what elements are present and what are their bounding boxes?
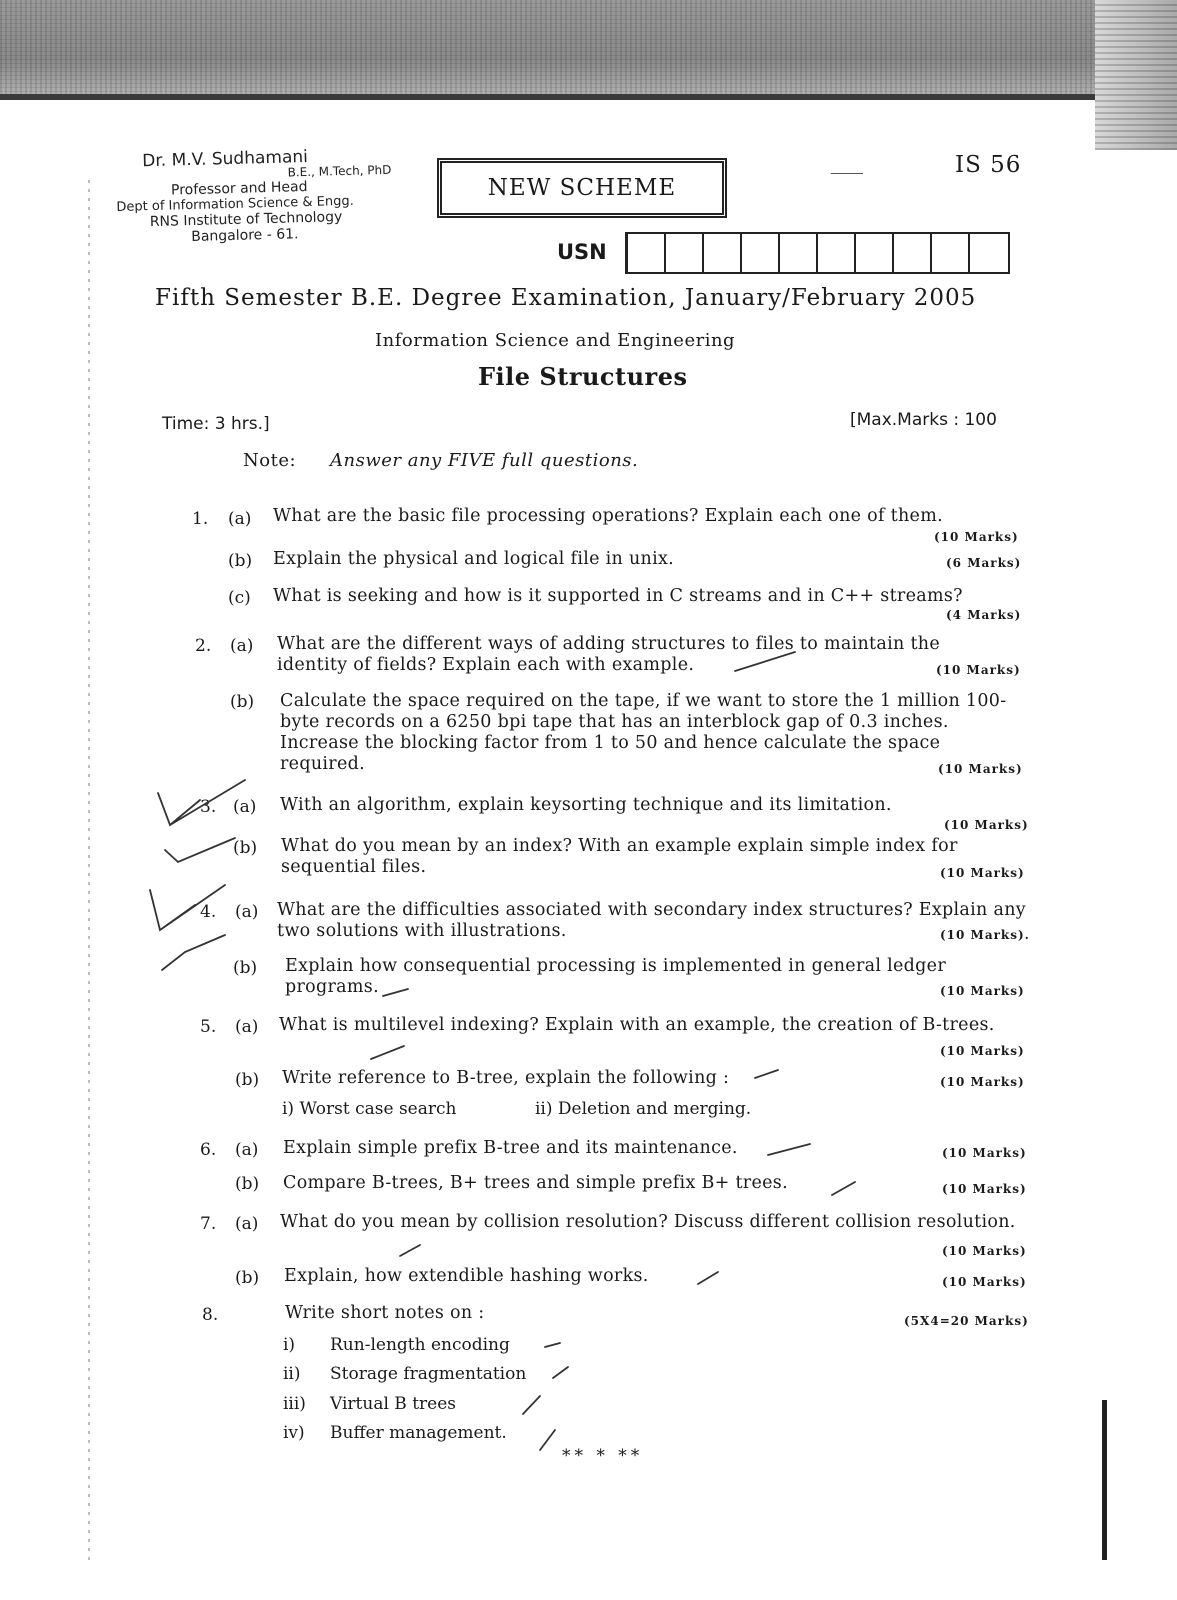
scan-edge-left <box>88 180 90 1560</box>
sub-item-number: iii) <box>283 1394 306 1414</box>
question-text: What do you mean by collision resolution? Discuss different collision resolution. <box>280 1212 1016 1232</box>
part-label: (a) <box>230 636 254 656</box>
part-label: (b) <box>235 1070 260 1090</box>
question-text: What is multilevel indexing? Explain with an example, the creation of B-trees. <box>279 1015 995 1035</box>
question-text: Calculate the space required on the tape, if we want to store the 1 million 100-byte records on a 6250 bpi tape that has an interblock gap of 0.3 inches. Increase the blocking factor from 1 to 50 and hence calculate the space required. <box>280 691 1007 774</box>
question-text: What do you mean by an index? With an example explain simple index for sequential files. <box>281 836 958 877</box>
usn-boxes <box>625 232 1010 274</box>
tick-mark-icon <box>371 1046 404 1059</box>
part-label: (b) <box>235 1268 260 1288</box>
marks-label: (10 Marks) <box>936 663 1021 677</box>
sub-item: Run-length encoding <box>330 1335 510 1355</box>
faculty-stamp <box>115 144 417 247</box>
question-text: Explain how consequential processing is implemented in general ledger programs. <box>285 956 946 997</box>
marks-label: (10 Marks) <box>940 1075 1025 1089</box>
question-text: What is seeking and how is it supported in C streams and in C++ streams? <box>273 586 963 606</box>
scan-edge-right <box>1102 1400 1107 1560</box>
note-text: Answer any FIVE full questions. <box>330 450 639 471</box>
stamp-department: Dept of Information Science & Engg. <box>116 193 354 215</box>
sub-item-number: iv) <box>283 1423 305 1443</box>
sub-item: Storage fragmentation <box>330 1364 527 1384</box>
stamp-position: Professor and Head <box>170 178 308 199</box>
tick-mark-icon <box>400 1245 420 1256</box>
part-label: (b) <box>235 1174 260 1194</box>
marks-label: (10 Marks) <box>940 866 1025 880</box>
marks-label: (10 Marks) <box>942 1182 1027 1196</box>
question-text: Explain simple prefix B-tree and its maintenance. <box>283 1138 738 1158</box>
sub-item-number: i) <box>283 1335 296 1355</box>
scheme-label: NEW SCHEME <box>487 175 677 201</box>
part-label: (a) <box>235 902 259 922</box>
sub-item-number: ii) <box>283 1364 301 1384</box>
usn-box <box>742 234 780 272</box>
question-number: 6. <box>200 1140 217 1160</box>
part-label: (a) <box>235 1017 259 1037</box>
tick-mark-icon <box>523 1396 540 1414</box>
subject-title: File Structures <box>478 362 688 391</box>
marks-label: (10 Marks) <box>944 818 1029 832</box>
tick-mark-icon <box>553 1367 568 1378</box>
question-text: Write short notes on : <box>285 1303 485 1323</box>
usn-box <box>818 234 856 272</box>
marks-label: (4 Marks) <box>946 608 1022 622</box>
tick-mark-icon <box>162 935 225 970</box>
sub-item: Buffer management. <box>330 1423 507 1443</box>
question-number: 1. <box>192 509 209 529</box>
question-number: 7. <box>200 1214 217 1234</box>
question-number: 5. <box>200 1017 217 1037</box>
question-text: Explain the physical and logical file in unix. <box>273 549 675 569</box>
part-label: (c) <box>228 588 251 608</box>
marks-label: (10 Marks) <box>942 1275 1027 1289</box>
pen-mark-icon: ⸺ <box>830 160 864 184</box>
end-mark: ** * ** <box>562 1446 644 1466</box>
max-marks: [Max.Marks : 100 <box>850 410 997 430</box>
question-text: What are the basic file processing operations? Explain each one of them. <box>273 506 943 526</box>
tick-mark-icon <box>540 1430 555 1450</box>
sub-item: ii) Deletion and merging. <box>535 1099 752 1119</box>
marks-label: (10 Marks) <box>934 530 1019 544</box>
question-number: 4. <box>200 902 217 922</box>
marks-label: (10 Marks) <box>938 762 1023 776</box>
stamp-city: Bangalore - 61. <box>191 226 299 246</box>
time-allowed: Time: 3 hrs.] <box>162 414 270 434</box>
note-label: Note: <box>243 450 297 471</box>
question-text: With an algorithm, explain keysorting technique and its limitation. <box>280 795 892 815</box>
question-number: 8. <box>202 1305 219 1325</box>
usn-box <box>932 234 970 272</box>
marks-label: (10 Marks) <box>942 1146 1027 1160</box>
marks-label: (10 Marks) <box>940 984 1025 998</box>
usn-box <box>894 234 932 272</box>
question-text: What are the difficulties associated with secondary index structures? Explain any two solutions with illustrations. <box>277 900 1026 941</box>
part-label: (b) <box>233 838 258 858</box>
sub-item: Virtual B trees <box>330 1394 456 1414</box>
stamp-institute: RNS Institute of Technology <box>149 209 343 231</box>
sub-item: i) Worst case search <box>282 1099 457 1119</box>
scheme-box <box>437 158 727 218</box>
usn-box <box>628 234 666 272</box>
marks-label: (10 Marks) <box>942 1244 1027 1258</box>
question-text: What are the different ways of adding structures to files to maintain the identity of fields? Explain each with example. <box>277 634 941 675</box>
part-label: (a) <box>233 797 257 817</box>
tick-mark-icon <box>165 838 235 862</box>
usn-box <box>666 234 704 272</box>
exam-title: Fifth Semester B.E. Degree Examination, January/February 2005 <box>155 285 977 311</box>
usn-box <box>780 234 818 272</box>
usn-box <box>856 234 894 272</box>
question-number: 3. <box>200 797 217 817</box>
stamp-name: Dr. M.V. Sudhamani <box>141 146 309 172</box>
scan-noise-corner <box>1095 0 1177 150</box>
branch: Information Science and Engineering <box>375 330 736 351</box>
stamp-degrees: B.E., M.Tech, PhD <box>287 162 392 180</box>
tick-mark-icon <box>545 1343 560 1347</box>
question-number: 2. <box>195 636 212 656</box>
question-text: Compare B-trees, B+ trees and simple prefix B+ trees. <box>283 1173 788 1193</box>
question-text: Explain, how extendible hashing works. <box>284 1266 649 1286</box>
part-label: (b) <box>230 692 255 712</box>
usn-box <box>704 234 742 272</box>
question-text: Write reference to B-tree, explain the following : <box>282 1068 730 1088</box>
paper-code: IS 56 <box>955 152 1022 178</box>
part-label: (a) <box>235 1214 259 1234</box>
marks-label: (5X4=20 Marks) <box>904 1314 1029 1328</box>
usn-label: USN <box>557 240 607 264</box>
part-label: (a) <box>235 1140 259 1160</box>
marks-label: (6 Marks) <box>946 556 1022 570</box>
marks-label: (10 Marks). <box>940 928 1030 942</box>
part-label: (a) <box>228 509 252 529</box>
scan-noise-band <box>0 0 1120 100</box>
usn-box <box>970 234 1008 272</box>
part-label: (b) <box>228 551 253 571</box>
part-label: (b) <box>233 958 258 978</box>
marks-label: (10 Marks) <box>940 1044 1025 1058</box>
